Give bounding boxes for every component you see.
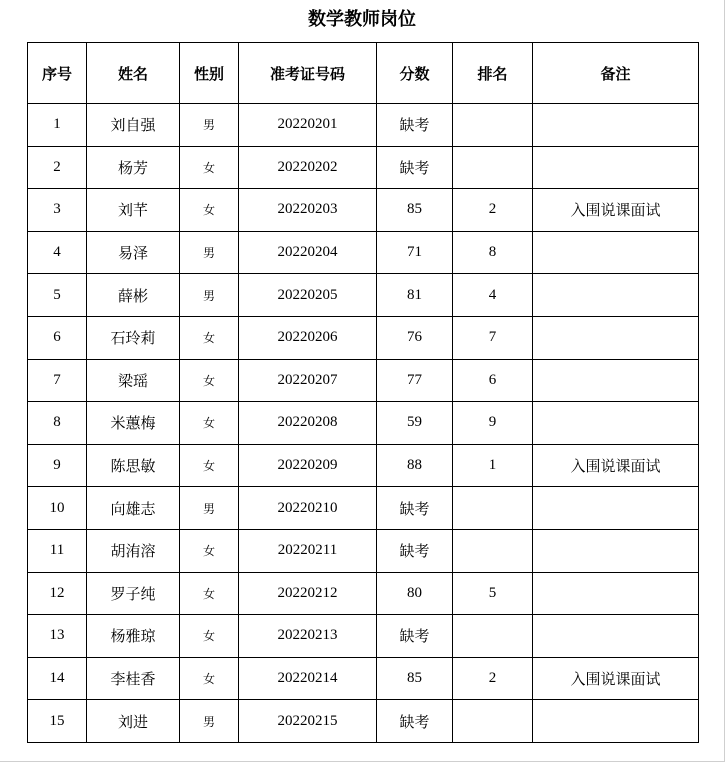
cell-remarks (533, 316, 699, 359)
cell-score: 缺考 (377, 146, 453, 189)
cell-gender: 男 (180, 104, 239, 147)
cell-serial-number: 3 (28, 189, 87, 232)
cell-name: 易泽 (87, 231, 180, 274)
cell-remarks (533, 529, 699, 572)
cell-ticket-number: 20220201 (239, 104, 377, 147)
cell-name: 刘芊 (87, 189, 180, 232)
cell-name: 向雄志 (87, 487, 180, 530)
cell-name: 薛彬 (87, 274, 180, 317)
cell-ticket-number: 20220203 (239, 189, 377, 232)
page-title: 数学教师岗位 (308, 9, 416, 29)
table-body (28, 104, 699, 743)
table-row (28, 572, 699, 615)
cell-name: 陈思敏 (87, 444, 180, 487)
cell-rank: 8 (453, 231, 533, 274)
cell-gender: 女 (180, 189, 239, 232)
cell-ticket-number: 20220213 (239, 615, 377, 658)
header-row (28, 43, 699, 104)
cell-serial-number: 11 (28, 529, 87, 572)
cell-gender: 女 (180, 316, 239, 359)
table-row (28, 274, 699, 317)
table-row (28, 402, 699, 445)
cell-rank: 9 (453, 402, 533, 445)
header-score: 分数 (377, 43, 453, 104)
table-row (28, 700, 699, 743)
cell-serial-number: 13 (28, 615, 87, 658)
cell-gender: 女 (180, 444, 239, 487)
cell-rank: 5 (453, 572, 533, 615)
cell-score: 76 (377, 316, 453, 359)
cell-serial-number: 1 (28, 104, 87, 147)
table-row (28, 189, 699, 232)
cell-score: 81 (377, 274, 453, 317)
cell-score: 缺考 (377, 529, 453, 572)
cell-gender: 女 (180, 402, 239, 445)
cell-rank (453, 104, 533, 147)
cell-rank (453, 700, 533, 743)
table-row (28, 316, 699, 359)
cell-rank: 1 (453, 444, 533, 487)
cell-gender: 女 (180, 359, 239, 402)
cell-name: 梁瑶 (87, 359, 180, 402)
cell-gender: 男 (180, 231, 239, 274)
table-row (28, 529, 699, 572)
table-row (28, 146, 699, 189)
table-row (28, 104, 699, 147)
cell-name: 刘自强 (87, 104, 180, 147)
cell-ticket-number: 20220208 (239, 402, 377, 445)
cell-remarks (533, 104, 699, 147)
cell-score: 缺考 (377, 104, 453, 147)
cell-ticket-number: 20220214 (239, 657, 377, 700)
cell-score: 85 (377, 189, 453, 232)
cell-serial-number: 8 (28, 402, 87, 445)
cell-serial-number: 15 (28, 700, 87, 743)
table-row (28, 231, 699, 274)
header-gender: 性别 (180, 43, 239, 104)
header-name: 姓名 (87, 43, 180, 104)
cell-remarks (533, 146, 699, 189)
cell-gender: 男 (180, 274, 239, 317)
cell-gender: 男 (180, 487, 239, 530)
cell-ticket-number: 20220206 (239, 316, 377, 359)
table-row (28, 615, 699, 658)
cell-name: 罗子纯 (87, 572, 180, 615)
cell-name: 石玲莉 (87, 316, 180, 359)
cell-gender: 女 (180, 657, 239, 700)
cell-ticket-number: 20220207 (239, 359, 377, 402)
table-row (28, 444, 699, 487)
cell-rank (453, 146, 533, 189)
cell-ticket-number: 20220205 (239, 274, 377, 317)
cell-score: 80 (377, 572, 453, 615)
cell-remarks (533, 487, 699, 530)
cell-serial-number: 4 (28, 231, 87, 274)
cell-serial-number: 2 (28, 146, 87, 189)
cell-ticket-number: 20220211 (239, 529, 377, 572)
cell-gender: 女 (180, 572, 239, 615)
cell-score: 缺考 (377, 615, 453, 658)
cell-serial-number: 6 (28, 316, 87, 359)
cell-remarks: 入围说课面试 (533, 657, 699, 700)
table-row (28, 657, 699, 700)
cell-remarks: 入围说课面试 (533, 444, 699, 487)
header-ticket-number: 准考证号码 (239, 43, 377, 104)
cell-remarks (533, 615, 699, 658)
cell-remarks (533, 274, 699, 317)
table-row (28, 487, 699, 530)
cell-rank: 6 (453, 359, 533, 402)
cell-score: 85 (377, 657, 453, 700)
cell-ticket-number: 20220210 (239, 487, 377, 530)
cell-remarks (533, 359, 699, 402)
cell-rank: 4 (453, 274, 533, 317)
cell-name: 刘进 (87, 700, 180, 743)
cell-serial-number: 9 (28, 444, 87, 487)
cell-gender: 女 (180, 615, 239, 658)
cell-serial-number: 7 (28, 359, 87, 402)
cell-ticket-number: 20220215 (239, 700, 377, 743)
cell-rank (453, 615, 533, 658)
cell-remarks (533, 700, 699, 743)
cell-score: 缺考 (377, 487, 453, 530)
cell-name: 米蕙梅 (87, 402, 180, 445)
cell-serial-number: 10 (28, 487, 87, 530)
cell-remarks: 入围说课面试 (533, 189, 699, 232)
cell-rank (453, 487, 533, 530)
table-row (28, 359, 699, 402)
cell-serial-number: 5 (28, 274, 87, 317)
cell-name: 杨雅琼 (87, 615, 180, 658)
cell-gender: 男 (180, 700, 239, 743)
cell-ticket-number: 20220202 (239, 146, 377, 189)
cell-remarks (533, 572, 699, 615)
cell-gender: 女 (180, 529, 239, 572)
score-table (27, 42, 699, 743)
cell-remarks (533, 231, 699, 274)
cell-ticket-number: 20220212 (239, 572, 377, 615)
cell-score: 88 (377, 444, 453, 487)
header-serial-number: 序号 (28, 43, 87, 104)
cell-ticket-number: 20220209 (239, 444, 377, 487)
cell-name: 杨芳 (87, 146, 180, 189)
cell-score: 77 (377, 359, 453, 402)
cell-score: 缺考 (377, 700, 453, 743)
cell-rank: 7 (453, 316, 533, 359)
cell-rank (453, 529, 533, 572)
cell-ticket-number: 20220204 (239, 231, 377, 274)
cell-score: 71 (377, 231, 453, 274)
cell-serial-number: 14 (28, 657, 87, 700)
cell-rank: 2 (453, 657, 533, 700)
cell-serial-number: 12 (28, 572, 87, 615)
header-rank: 排名 (453, 43, 533, 104)
cell-rank: 2 (453, 189, 533, 232)
cell-name: 李桂香 (87, 657, 180, 700)
cell-gender: 女 (180, 146, 239, 189)
header-remarks: 备注 (533, 43, 699, 104)
cell-score: 59 (377, 402, 453, 445)
cell-remarks (533, 402, 699, 445)
cell-name: 胡洧溶 (87, 529, 180, 572)
